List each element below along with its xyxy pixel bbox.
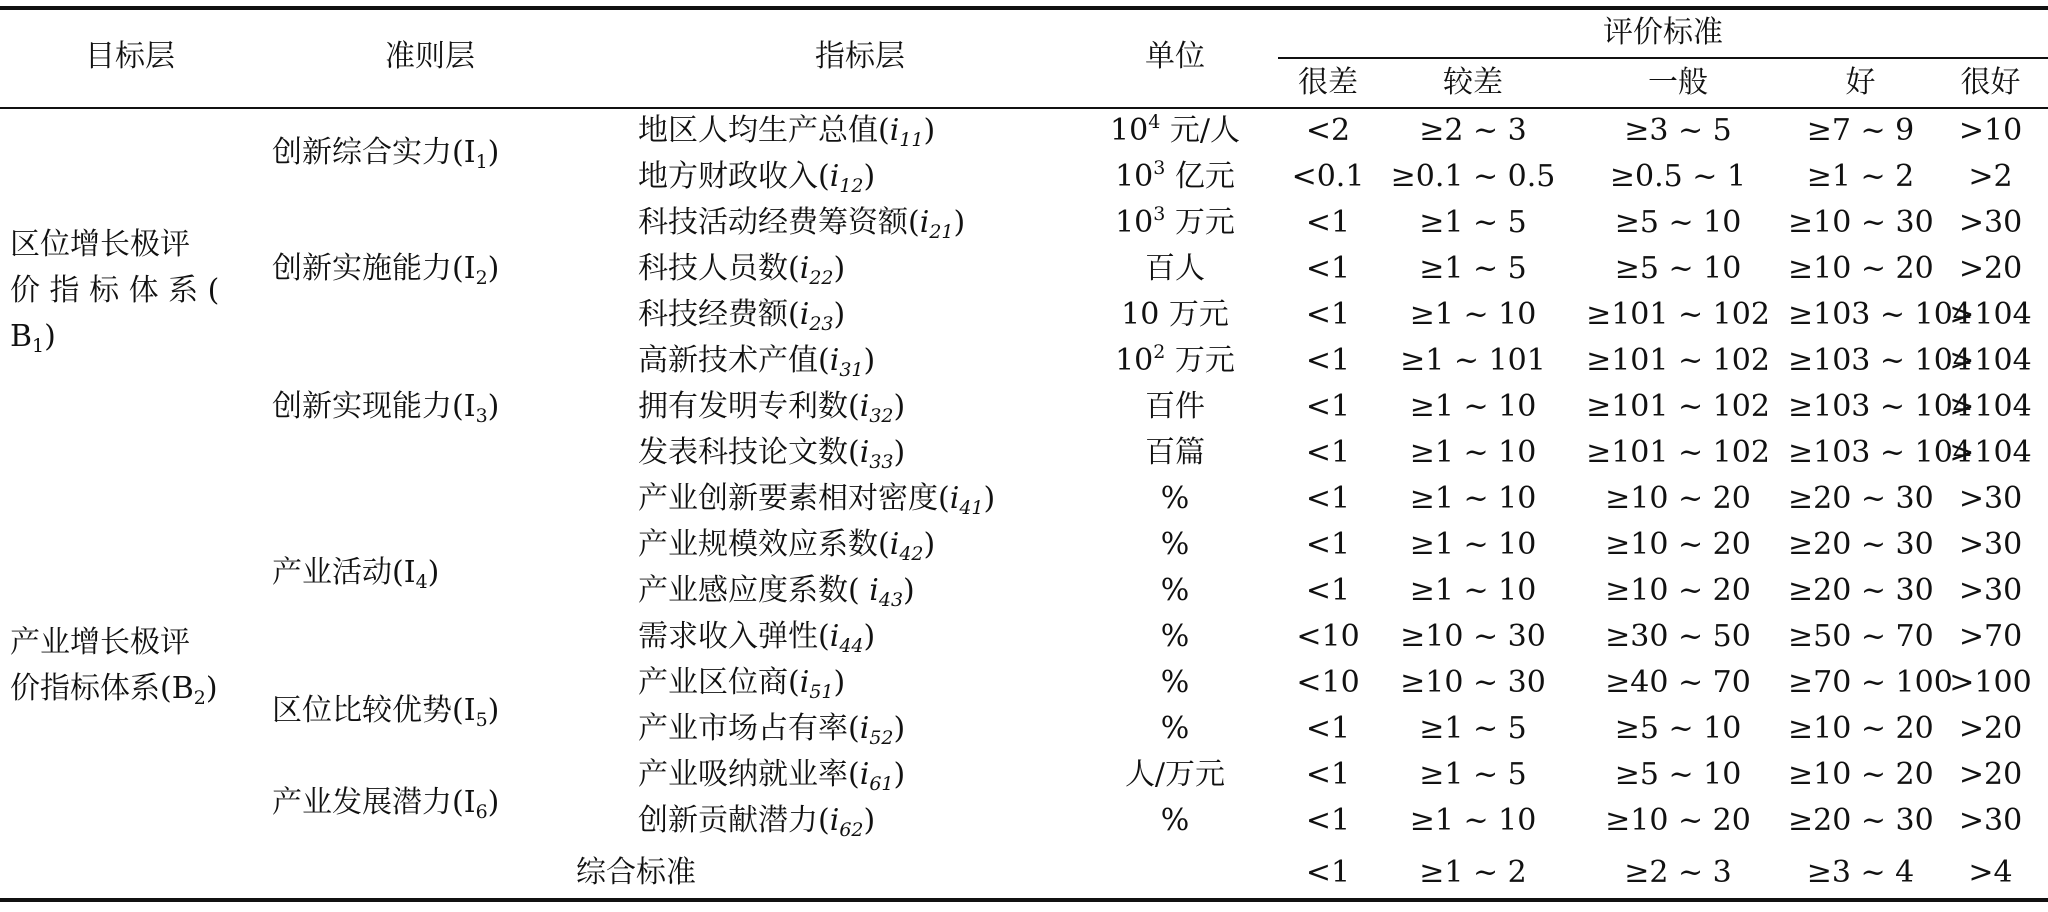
target-b2-line2: 价指标体系$(B_2)$ <box>10 671 218 709</box>
grade-average: ≥101 ~ 102 <box>1586 435 1770 470</box>
criterion-i3: 创新实现能力$(I_3)$ <box>272 389 500 427</box>
grade-average: ≥5 ~ 10 <box>1614 711 1742 746</box>
grade-poor: ≥1 ~ 10 <box>1409 481 1537 516</box>
indicator-name: 地区人均生产总值$(i_{11})$ <box>638 113 936 151</box>
summary-grade-average: ≥2 ~ 3 <box>1624 855 1732 890</box>
indicator-name: 产业市场占有率$(i_{52})$ <box>638 711 906 749</box>
grade-average: ≥3 ~ 5 <box>1624 113 1732 148</box>
grade-good: ≥20 ~ 30 <box>1788 481 1934 516</box>
grade-very-good: >20 <box>1958 251 2023 286</box>
grade-very-poor: <1 <box>1305 251 1351 286</box>
header-standard: 评价标准 <box>1603 15 1723 50</box>
grade-very-good: >30 <box>1958 481 2023 516</box>
grade-very-poor: <1 <box>1305 435 1351 470</box>
summary-label: 综合标准 <box>576 855 696 890</box>
grade-very-poor: <1 <box>1305 757 1351 792</box>
grade-very-good: >20 <box>1958 711 2023 746</box>
grade-poor: ≥0.1 ~ 0.5 <box>1390 159 1556 194</box>
indicator-name: 高新技术产值$(i_{31})$ <box>638 343 876 381</box>
grade-good: ≥103 ~ 104 <box>1788 297 1972 332</box>
indicator-name: 产业吸纳就业率$(i_{61})$ <box>638 757 906 795</box>
grade-poor: ≥1 ~ 10 <box>1409 573 1537 608</box>
bottom-rule <box>0 898 2048 902</box>
indicator-unit: % <box>1160 803 1190 838</box>
grade-poor: ≥10 ~ 30 <box>1400 665 1546 700</box>
indicator-unit: 10 万元 <box>1121 297 1229 332</box>
grade-very-good: >30 <box>1958 573 2023 608</box>
grade-poor: ≥1 ~ 5 <box>1419 711 1527 746</box>
grade-very-poor: <1 <box>1305 481 1351 516</box>
indicator-name: 产业创新要素相对密度$(i_{41})$ <box>638 481 996 519</box>
target-b1-line2: 价 指 标 体 系 ( <box>10 273 220 308</box>
grade-very-good: >30 <box>1958 527 2023 562</box>
summary-grade-very-poor: <1 <box>1305 855 1351 890</box>
indicator-name: 拥有发明专利数$(i_{32})$ <box>638 389 906 427</box>
target-b1-line1: 区位增长极评 <box>10 227 190 262</box>
grade-header-rule <box>1278 57 2048 59</box>
grade-very-poor: <10 <box>1296 665 1360 700</box>
grade-average: ≥10 ~ 20 <box>1605 481 1751 516</box>
grade-very-good: >2 <box>1968 159 2013 194</box>
grade-good: ≥10 ~ 20 <box>1788 251 1934 286</box>
indicator-unit: $10^3$ 亿元 <box>1115 157 1235 194</box>
summary-grade-good: ≥3 ~ 4 <box>1806 855 1915 890</box>
indicator-unit: 百人 <box>1145 251 1205 286</box>
grade-average: ≥10 ~ 20 <box>1605 527 1751 562</box>
header-grade-average: 一般 <box>1648 65 1708 100</box>
indicator-unit: $10^3$ 万元 <box>1115 203 1235 240</box>
grade-very-poor: <1 <box>1305 527 1351 562</box>
indicator-name: 需求收入弹性$(i_{44})$ <box>638 619 876 657</box>
indicator-unit: % <box>1160 711 1190 746</box>
grade-poor: ≥2 ~ 3 <box>1419 113 1527 148</box>
indicator-name: 产业感应度系数( $i_{43}$) <box>638 573 915 611</box>
grade-good: ≥103 ~ 104 <box>1788 343 1972 378</box>
grade-very-poor: <1 <box>1305 297 1351 332</box>
grade-average: ≥101 ~ 102 <box>1586 297 1770 332</box>
grade-very-good: >104 <box>1949 389 2032 424</box>
indicator-unit: % <box>1160 665 1190 700</box>
grade-poor: ≥1 ~ 10 <box>1409 803 1537 838</box>
grade-average: ≥0.5 ~ 1 <box>1609 159 1747 194</box>
indicator-unit: $10^2$ 万元 <box>1115 341 1235 378</box>
indicator-unit: % <box>1160 481 1190 516</box>
header-indicator: 指标层 <box>815 39 905 74</box>
grade-good: ≥10 ~ 20 <box>1788 757 1934 792</box>
header-grade-poor: 较差 <box>1443 65 1503 100</box>
header-criterion: 准则层 <box>385 39 475 74</box>
grade-good: ≥20 ~ 30 <box>1788 573 1934 608</box>
target-b2-line1: 产业增长极评 <box>10 625 190 660</box>
grade-good: ≥20 ~ 30 <box>1788 527 1934 562</box>
indicator-unit: 百件 <box>1145 389 1205 424</box>
criterion-i5: 区位比较优势$(I_5)$ <box>272 693 500 731</box>
indicator-unit: % <box>1160 527 1190 562</box>
grade-good: ≥7 ~ 9 <box>1806 113 1915 148</box>
indicator-unit: 百篇 <box>1145 435 1205 470</box>
grade-average: ≥10 ~ 20 <box>1605 573 1751 608</box>
header-grade-good: 好 <box>1845 65 1876 100</box>
grade-very-poor: <10 <box>1296 619 1360 654</box>
grade-very-good: >100 <box>1949 665 2032 700</box>
summary-grade-poor: ≥1 ~ 2 <box>1419 855 1527 890</box>
indicator-unit: $10^4$ 元/人 <box>1110 111 1240 148</box>
grade-average: ≥101 ~ 102 <box>1586 343 1770 378</box>
grade-poor: ≥1 ~ 5 <box>1419 205 1527 240</box>
summary-grade-very-good: >4 <box>1968 855 2013 890</box>
grade-average: ≥40 ~ 70 <box>1605 665 1751 700</box>
grade-good: ≥103 ~ 104 <box>1788 389 1972 424</box>
grade-very-poor: <1 <box>1305 389 1351 424</box>
grade-average: ≥5 ~ 10 <box>1614 205 1742 240</box>
indicator-name: 发表科技论文数$(i_{33})$ <box>638 435 906 473</box>
grade-poor: ≥1 ~ 5 <box>1419 251 1527 286</box>
criterion-i4: 产业活动$(I_4)$ <box>272 555 440 593</box>
indicator-name: 创新贡献潜力$(i_{62})$ <box>638 803 876 841</box>
grade-poor: ≥1 ~ 5 <box>1419 757 1527 792</box>
grade-average: ≥101 ~ 102 <box>1586 389 1770 424</box>
indicator-name: 科技活动经费筹资额$(i_{21})$ <box>638 205 966 243</box>
header-target: 目标层 <box>85 39 175 74</box>
indicator-unit: 人/万元 <box>1124 757 1226 792</box>
grade-good: ≥103 ~ 104 <box>1788 435 1972 470</box>
indicator-name: 产业规模效应系数$(i_{42})$ <box>638 527 936 565</box>
criterion-i1: 创新综合实力$(I_1)$ <box>272 135 500 173</box>
grade-good: ≥1 ~ 2 <box>1806 159 1915 194</box>
grade-poor: ≥1 ~ 10 <box>1409 389 1537 424</box>
grade-average: ≥10 ~ 20 <box>1605 803 1751 838</box>
grade-good: ≥50 ~ 70 <box>1788 619 1934 654</box>
header-unit: 单位 <box>1145 39 1205 74</box>
header-grade-very-poor: 很差 <box>1298 65 1358 100</box>
grade-poor: ≥1 ~ 101 <box>1400 343 1546 378</box>
grade-very-good: >10 <box>1958 113 2023 148</box>
grade-very-poor: <1 <box>1305 205 1351 240</box>
indicator-name: 产业区位商$(i_{51})$ <box>638 665 846 703</box>
grade-poor: ≥1 ~ 10 <box>1409 297 1537 332</box>
criterion-i6: 产业发展潜力$(I_6)$ <box>272 785 500 823</box>
grade-very-good: >104 <box>1949 297 2032 332</box>
indicator-name: 地方财政收入$(i_{12})$ <box>638 159 876 197</box>
header-grade-very-good: 很好 <box>1960 65 2021 100</box>
indicator-name: 科技人员数$(i_{22})$ <box>638 251 846 289</box>
indicator-unit: % <box>1160 619 1190 654</box>
grade-very-good: >20 <box>1958 757 2023 792</box>
grade-good: ≥20 ~ 30 <box>1788 803 1934 838</box>
grade-very-good: >30 <box>1958 803 2023 838</box>
grade-very-poor: <1 <box>1305 803 1351 838</box>
grade-average: ≥30 ~ 50 <box>1605 619 1751 654</box>
grade-very-good: >70 <box>1958 619 2023 654</box>
indicator-name: 科技经费额$(i_{23})$ <box>638 297 846 335</box>
grade-poor: ≥1 ~ 10 <box>1409 435 1537 470</box>
grade-very-poor: <1 <box>1305 711 1351 746</box>
grade-very-good: >104 <box>1949 343 2032 378</box>
grade-very-poor: <0.1 <box>1291 159 1365 194</box>
target-b1-line3: $B_1$) <box>10 319 56 357</box>
grade-very-poor: <2 <box>1305 113 1351 148</box>
grade-good: ≥70 ~ 100 <box>1788 665 1953 700</box>
criterion-i2: 创新实施能力$(I_2)$ <box>272 251 500 289</box>
grade-good: ≥10 ~ 20 <box>1788 711 1934 746</box>
grade-very-poor: <1 <box>1305 343 1351 378</box>
grade-very-poor: <1 <box>1305 573 1351 608</box>
indicator-unit: % <box>1160 573 1190 608</box>
grade-poor: ≥10 ~ 30 <box>1400 619 1546 654</box>
grade-very-good: >30 <box>1958 205 2023 240</box>
grade-average: ≥5 ~ 10 <box>1614 757 1742 792</box>
grade-average: ≥5 ~ 10 <box>1614 251 1742 286</box>
grade-very-good: >104 <box>1949 435 2032 470</box>
grade-poor: ≥1 ~ 10 <box>1409 527 1537 562</box>
grade-good: ≥10 ~ 30 <box>1788 205 1934 240</box>
